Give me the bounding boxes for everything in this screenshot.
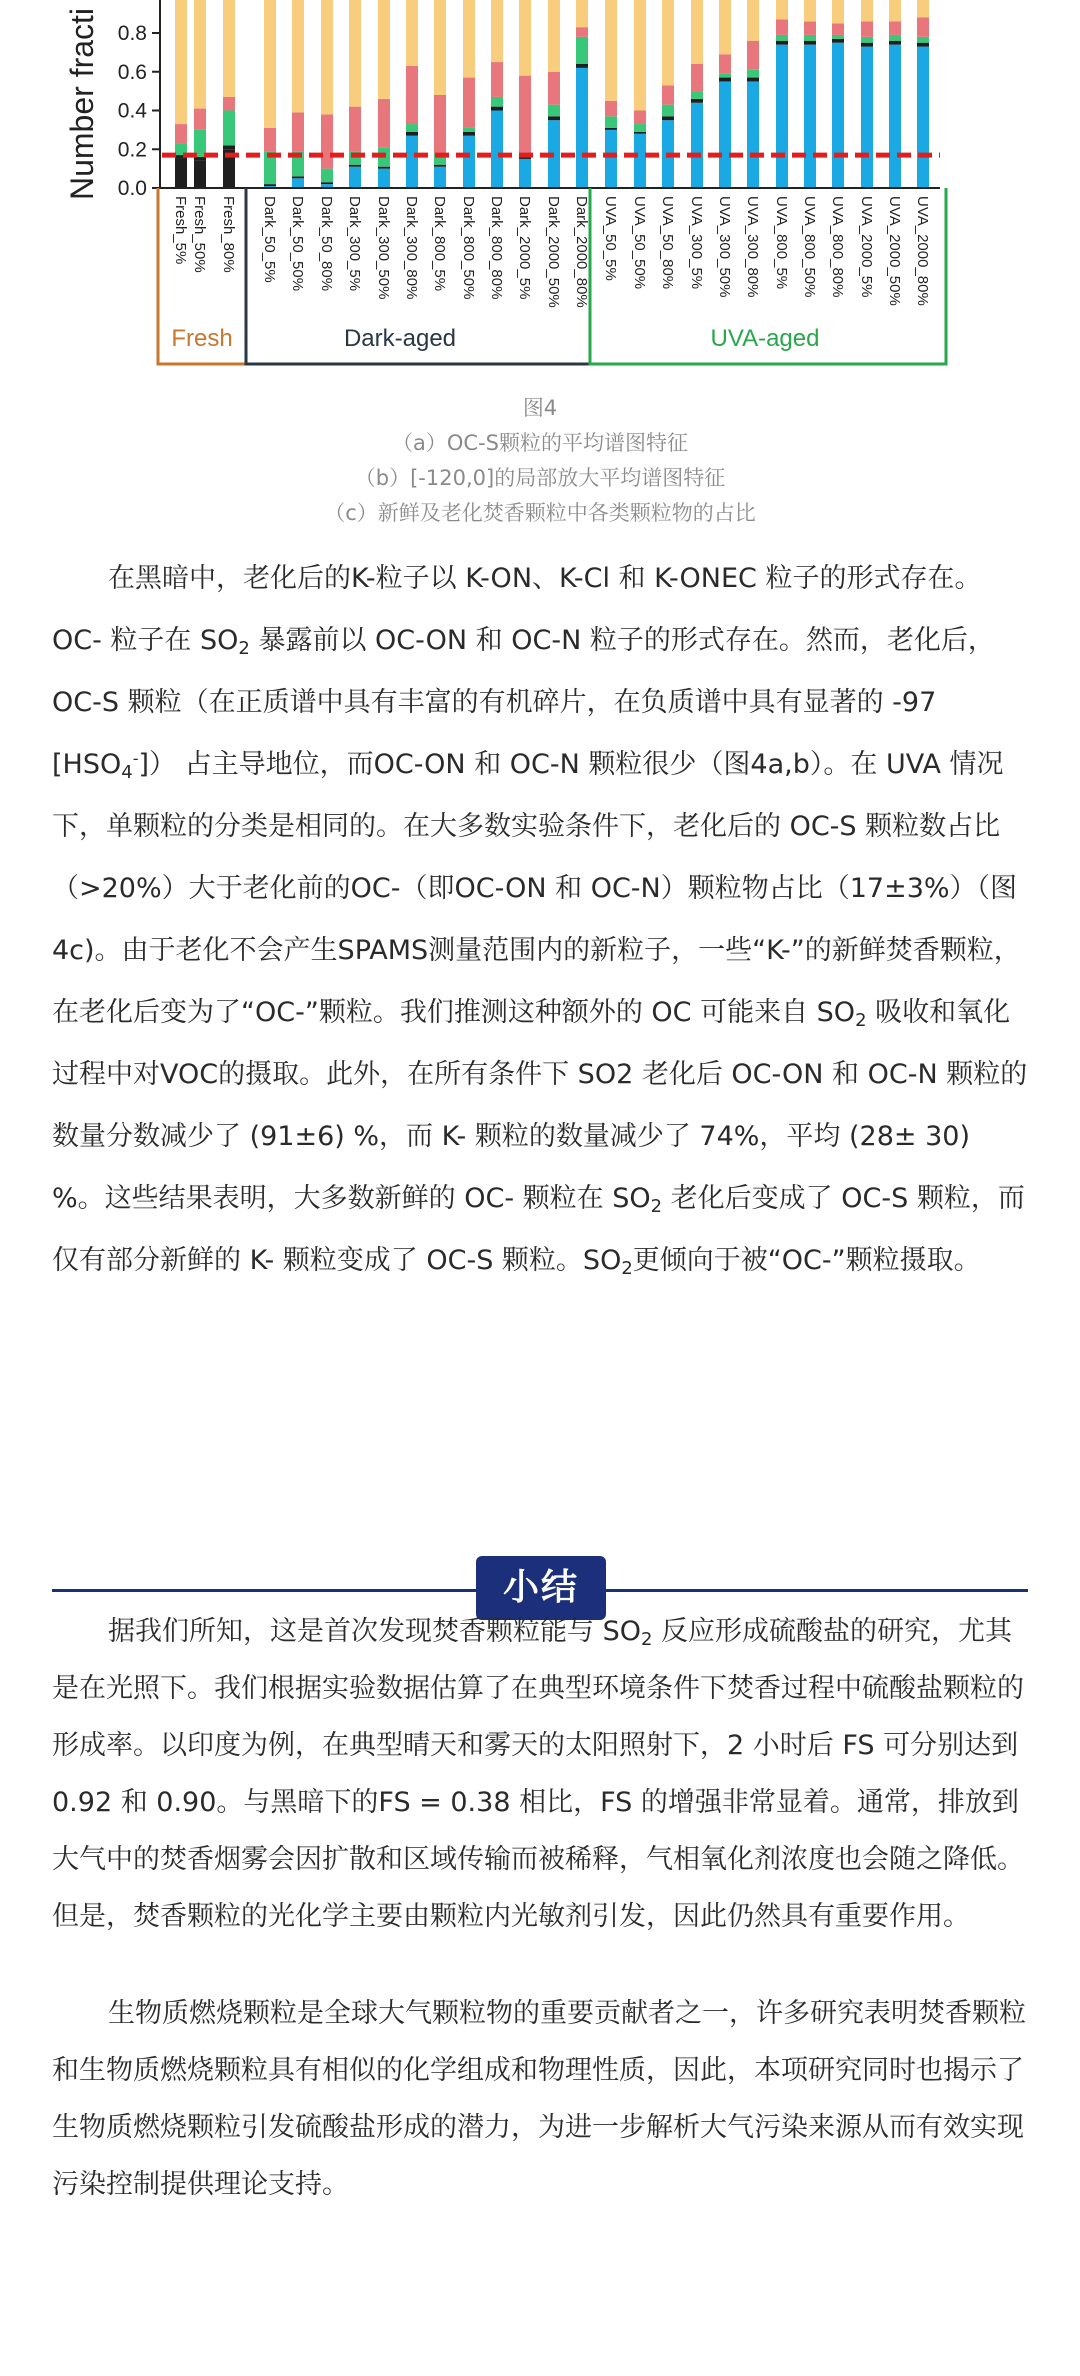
bar-segment	[223, 111, 235, 146]
x-tick-label: Dark_800_80%	[488, 196, 505, 300]
bar-segment	[292, 178, 304, 188]
bar-segment	[889, 21, 901, 35]
bar-segment	[889, 35, 901, 41]
bar-segment	[519, 76, 531, 154]
y-axis	[64, 8, 100, 200]
bar-segment	[719, 74, 731, 78]
bar-segment	[292, 176, 304, 178]
bar-segment	[378, 169, 390, 188]
bar-segment	[576, 64, 588, 68]
bar-segment	[747, 0, 759, 41]
bar-segment	[889, 41, 901, 45]
bar-segment	[861, 37, 873, 43]
x-tick-label: Dark_2000_50%	[545, 196, 562, 308]
bar-segment	[406, 124, 418, 132]
bar-segment	[719, 81, 731, 188]
bar-segment	[662, 0, 674, 85]
bar-segment	[917, 47, 929, 188]
bar-segment	[463, 132, 475, 136]
x-tick-label: UVA_50_80%	[659, 196, 676, 290]
bar-segment	[662, 105, 674, 117]
bar-segment	[491, 62, 503, 97]
x-tick-label: UVA_50_5%	[602, 196, 619, 281]
bar-segment	[406, 132, 418, 136]
bar-segment	[378, 99, 390, 147]
x-tick-label: Fresh_5%	[172, 196, 189, 265]
bar-segment	[634, 132, 646, 134]
bar-segment	[434, 167, 446, 188]
bar-segment	[406, 66, 418, 124]
bar-segment	[175, 124, 187, 143]
bar-segment	[194, 161, 206, 188]
bar-segment	[223, 0, 235, 97]
bar-segment	[434, 0, 446, 95]
x-tick-label: Fresh_80%	[220, 196, 237, 273]
bar-segment	[917, 0, 929, 18]
y-tick-label: 0.6	[117, 60, 147, 84]
x-axis-tick-labels	[172, 196, 931, 308]
x-tick-label: Dark_50_80%	[318, 196, 335, 292]
bar-segment	[776, 41, 788, 45]
bar-segment	[548, 105, 560, 117]
bar-segment	[292, 112, 304, 151]
paragraph-3: 生物质燃烧颗粒是全球大气颗粒物的重要贡献者之一，许多研究表明焚香颗粒和生物质燃烧颗粒具有相似的化学组成和物理性质，因此，本项研究同时也揭示了生物质燃烧颗粒引发硫酸盐形成的潜力，为进一步解析大气污染来源从而有效实现污染控制提供理论支持。	[52, 1998, 1026, 2200]
bar-segment	[634, 0, 646, 111]
bar-segment	[378, 0, 390, 99]
bar-segment	[719, 0, 731, 54]
bar-segment	[519, 0, 531, 76]
bar-segment	[917, 18, 929, 37]
bar-segment	[321, 114, 333, 168]
bar-segment	[889, 0, 901, 21]
bar-segment	[634, 124, 646, 132]
y-tick-label: 0.4	[117, 99, 147, 123]
x-tick-label: UVA_300_50%	[716, 196, 733, 298]
bar-segment	[292, 0, 304, 112]
bar-segment	[605, 116, 617, 128]
bar-segment	[548, 72, 560, 105]
bar-segment	[889, 45, 901, 188]
bar-segment	[719, 54, 731, 73]
bar-segment	[264, 184, 276, 186]
paragraph-1: 在黑暗中，老化后的K-粒子以 K-ON、K-Cl 和 K-ONEC 粒子的形式存在。OC- 粒子在 $SO_2$ 暴露前以 OC-ON 和 OC-N 粒子的形式存在。然而，老化后，OC-S 颗粒（在正质谱中具有丰富的有机碎片，在负质谱中具有显著的 -97 $[HSO_4^-]$） 占主导地位，而OC-ON 和 OC-N 颗粒很少（图4a,b）。在 UVA 情况下，单颗粒的分类是相同的。在大多数实验条件下，老化后的 OC-S 颗粒数占比（>20%）大于老化前的OC-（即OC-ON 和 OC-N）颗粒物占比（17±3%）（图4c)。由于老化不会产生SPAMS测量范围内的新粒子，一些“K-”的新鲜焚香颗粒，在老化后变为了“OC-”颗粒。我们推测这种额外的 OC 可能来自 $SO_2$ 吸收和氧化过程中对VOC的摄取。此外，在所有条件下 SO2 老化后 OC-ON 和 OC-N 颗粒的数量分数减少了 (91±6) %，而 K- 颗粒的数量减少了 74%，平均 (28± 30) %。这些结果表明，大多数新鲜的 OC- 颗粒在 $SO_2$ 老化后变成了 OC-S 颗粒，而仅有部分新鲜的 K- 颗粒变成了 OC-S 颗粒。$SO_2$更倾向于被“OC-”颗粒摄取。	[52, 563, 1028, 1279]
bar-segment	[747, 41, 759, 70]
bar-segment	[691, 99, 703, 103]
x-tick-label: UVA_800_50%	[801, 196, 818, 298]
bar-segment	[861, 0, 873, 21]
bar-segment	[548, 0, 560, 72]
x-tick-label: UVA_800_80%	[829, 196, 846, 298]
bar-segment	[576, 37, 588, 64]
bar-segment	[804, 35, 816, 41]
bar-segment	[861, 21, 873, 37]
x-tick-label: Dark_50_50%	[289, 196, 306, 292]
x-tick-label: UVA_300_80%	[744, 196, 761, 298]
bar-segment	[634, 134, 646, 188]
bar-segment	[463, 128, 475, 132]
bar-segment	[349, 167, 361, 188]
bar-segment	[576, 68, 588, 188]
x-tick-label: Dark_50_5%	[261, 196, 278, 283]
bar-segment	[463, 136, 475, 188]
group-label: UVA-aged	[710, 325, 820, 352]
bar-segment	[406, 0, 418, 66]
bar-segment	[776, 45, 788, 188]
figure-number: 图4	[522, 396, 558, 420]
x-tick-label: Fresh_50%	[191, 196, 208, 273]
bar-segment	[519, 159, 531, 188]
bar-segment	[349, 107, 361, 152]
x-tick-label: UVA_2000_80%	[914, 196, 931, 306]
y-axis-label: Number fracti	[64, 7, 100, 200]
bar-segment	[662, 85, 674, 104]
bar-segment	[194, 109, 206, 130]
bar-segment	[832, 39, 844, 43]
bar-segment	[832, 35, 844, 39]
bar-segment	[321, 182, 333, 184]
caption-b: （b）[-120,0]的局部放大平均谱图特征	[354, 466, 726, 490]
bar-segment	[634, 111, 646, 125]
bar-segment	[917, 37, 929, 43]
bar-segment	[223, 97, 235, 111]
bar-segment	[223, 145, 235, 149]
bar-segment	[491, 111, 503, 189]
bar-segment	[691, 64, 703, 91]
section-divider-right	[600, 1589, 1028, 1592]
bar-segment	[719, 78, 731, 82]
bar-segment	[349, 0, 361, 107]
y-tick-label: 0.0	[117, 177, 147, 200]
bar-segment	[804, 41, 816, 45]
bar-segment	[548, 116, 560, 120]
x-tick-label: UVA_2000_50%	[886, 196, 903, 306]
bar-segment	[832, 23, 844, 35]
y-tick-label: 0.8	[117, 22, 147, 45]
bar-segment	[463, 0, 475, 78]
bar-segment	[175, 0, 187, 124]
bar-segment	[605, 130, 617, 188]
x-tick-label: UVA_300_5%	[688, 196, 705, 290]
paragraph-2: 据我们所知，这是首次发现焚香颗粒能与 $SO_2$ 反应形成硫酸盐的研究，尤其是在光照下。我们根据实验数据估算了在典型环境条件下焚香过程中硫酸盐颗粒的形成率。以印度为例，在典型晴天和雾天的太阳照射下，2 小时后 FS 可分别达到 0.92 和 0.90。与黑暗下的FS = 0.38 相比，FS 的增强非常显着。通常，排放到大气中的焚香烟雾会因扩散和区域传输而被稀释，气相氧化剂浓度也会随之降低。但是，焚香颗粒的光化学主要由颗粒内光敏剂引发，因此仍然具有重要作用。	[52, 1616, 1024, 1932]
caption-a: （a）OC-S颗粒的平均谱图特征	[392, 431, 688, 455]
bar-segment	[463, 78, 475, 128]
y-tick-label: 0.2	[117, 138, 147, 162]
bar-segment	[776, 35, 788, 41]
x-tick-label: Dark_2000_80%	[573, 196, 590, 308]
group-label: Fresh	[171, 325, 233, 352]
x-tick-label: Dark_800_5%	[431, 196, 448, 292]
bar-segment	[804, 0, 816, 21]
bar-segment	[776, 0, 788, 19]
bar-segment	[747, 81, 759, 188]
y-axis-ticks	[118, 0, 160, 200]
x-tick-label: Dark_2000_5%	[516, 196, 533, 300]
x-tick-label: Dark_800_50%	[460, 196, 477, 300]
bar-segment	[264, 128, 276, 151]
bar-segment	[264, 0, 276, 128]
bar-segment	[776, 19, 788, 35]
bar-segment	[434, 95, 446, 153]
x-tick-label: Dark_300_80%	[403, 196, 420, 300]
bar-segment	[691, 0, 703, 64]
bar-segment	[194, 0, 206, 109]
bar-segment	[605, 128, 617, 130]
bar-segment	[491, 97, 503, 107]
bar-segment	[576, 0, 588, 27]
bar-segment	[804, 21, 816, 35]
bar-segment	[175, 159, 187, 188]
x-tick-label: Dark_300_5%	[346, 196, 363, 292]
bar-segment	[832, 43, 844, 188]
bar-segment	[491, 107, 503, 111]
section-divider-left	[52, 1589, 482, 1592]
bar-segment	[194, 157, 206, 161]
bar-segment	[861, 43, 873, 47]
bar-segment	[691, 91, 703, 99]
bar-segment	[605, 0, 617, 101]
section-title: 小结	[476, 1556, 606, 1620]
bar-segment	[406, 136, 418, 188]
bar-segment	[917, 43, 929, 47]
bar-segment	[491, 0, 503, 62]
figure-4c-chart	[0, 0, 1080, 380]
bar-segment	[349, 165, 361, 167]
bar-segment	[605, 101, 617, 117]
bar-segment	[804, 45, 816, 188]
x-tick-label: UVA_50_50%	[631, 196, 648, 290]
bar-segment	[378, 167, 390, 169]
bar-segment	[662, 116, 674, 120]
bar-segment	[434, 165, 446, 167]
bar-segment	[832, 0, 844, 23]
x-tick-label: Dark_300_50%	[375, 196, 392, 300]
bar-segment	[321, 0, 333, 114]
group-label: Dark-aged	[343, 325, 457, 352]
caption-c: （c）新鲜及老化焚香颗粒中各类颗粒物的占比	[324, 501, 756, 525]
bar-segment	[747, 70, 759, 78]
bar-segment	[691, 103, 703, 188]
bar-segment	[321, 169, 333, 183]
bar-segment	[576, 27, 588, 37]
x-tick-label: UVA_800_5%	[773, 196, 790, 290]
bar-segment	[747, 78, 759, 82]
x-tick-label: UVA_2000_5%	[858, 196, 875, 298]
stacked-bars	[160, 0, 940, 188]
bar-segment	[861, 47, 873, 188]
